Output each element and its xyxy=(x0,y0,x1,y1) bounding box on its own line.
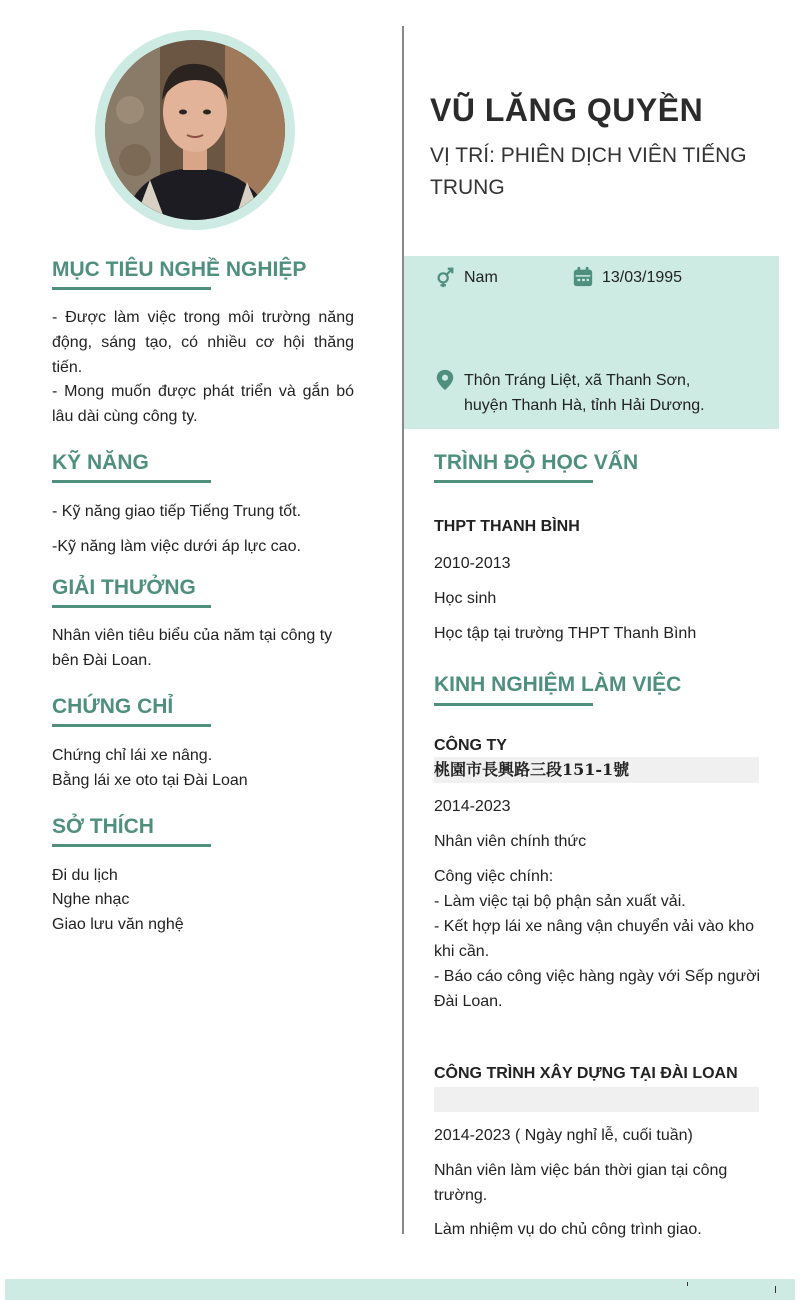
gender-value: Nam xyxy=(464,269,498,286)
birthday-value: 13/03/1995 xyxy=(602,269,683,286)
experience-underline xyxy=(434,703,593,706)
gender-icon xyxy=(434,266,456,288)
skills-title: KỸ NĂNG xyxy=(52,451,149,474)
job-desc-line: - Báo cáo công việc hàng ngày với Sếp người Đài Loan. xyxy=(434,968,761,1010)
hobby-item: Nghe nhạc xyxy=(52,891,130,908)
job-period: 2014-2023 ( Ngày nghỉ lễ, cuối tuần) xyxy=(434,1127,693,1144)
objective-title: MỤC TIÊU NGHỀ NGHIỆP xyxy=(52,258,307,281)
contact-info-box xyxy=(404,256,779,429)
certificate-item: Bằng lái xe oto tại Đài Loan xyxy=(52,772,248,789)
address-info xyxy=(434,368,705,418)
education-title: TRÌNH ĐỘ HỌC VẤN xyxy=(434,451,639,474)
column-divider xyxy=(402,26,404,1234)
job-company: CÔNG TY xyxy=(434,737,507,754)
job-company-address: 桃園市長興路三段151-1號 xyxy=(434,760,630,779)
address-text xyxy=(464,368,705,418)
hobby-item: Đi du lịch xyxy=(52,867,118,884)
hobby-item: Giao lưu văn nghệ xyxy=(52,916,184,933)
avatar-ring xyxy=(95,30,295,230)
certificate-item: Chứng chỉ lái xe nâng. xyxy=(52,747,213,764)
education-period: 2010-2013 xyxy=(434,555,511,572)
avatar xyxy=(105,40,285,220)
objective-underline xyxy=(52,287,211,290)
hobbies-underline xyxy=(52,844,211,847)
awards-underline xyxy=(52,605,211,608)
skill-item: -Kỹ năng làm việc dưới áp lực cao. xyxy=(52,538,301,555)
footer-mark xyxy=(775,1286,776,1293)
hobbies-title: SỞ THÍCH xyxy=(52,815,154,838)
job-description: Làm nhiệm vụ do chủ công trình giao. xyxy=(434,1221,702,1238)
education-role: Học sinh xyxy=(434,590,497,607)
job-company-highlight xyxy=(434,1087,759,1112)
address-line-2: huyện Thanh Hà, tỉnh Hải Dương. xyxy=(464,397,705,414)
location-pin-icon xyxy=(434,369,456,391)
gender-info xyxy=(434,265,498,290)
certificates-underline xyxy=(52,724,211,727)
objective-text-2: - Mong muốn được phát triển và gắn bó lâu dài cùng công ty. xyxy=(52,383,354,425)
skills-underline xyxy=(52,480,211,483)
job-description xyxy=(434,864,769,1014)
objective-text-1: - Được làm việc trong môi trường năng động, sáng tạo, có nhiều cơ hội thăng tiến. xyxy=(52,309,354,376)
job-company: CÔNG TRÌNH XÂY DỰNG TẠI ĐÀI LOAN xyxy=(434,1065,738,1082)
skill-item: - Kỹ năng giao tiếp Tiếng Trung tốt. xyxy=(52,503,302,520)
job-period: 2014-2023 xyxy=(434,798,511,815)
job-desc-line: - Làm việc tại bộ phận sản xuất vải. xyxy=(434,893,686,910)
job-role: Nhân viên làm việc bán thời gian tại công trường. xyxy=(434,1162,728,1204)
avatar-photo xyxy=(105,40,285,220)
candidate-position: VỊ TRÍ: PHIÊN DỊCH VIÊN TIẾNG TRUNG xyxy=(430,144,747,199)
job-role: Nhân viên chính thức xyxy=(434,833,587,850)
education-desc: Học tập tại trường THPT Thanh Bình xyxy=(434,625,697,642)
awards-title: GIẢI THƯỞNG xyxy=(52,576,196,599)
certificates-title: CHỨNG CHỈ xyxy=(52,695,174,718)
address-line-1: Thôn Tráng Liệt, xã Thanh Sơn, xyxy=(464,372,691,389)
education-school: THPT THANH BÌNH xyxy=(434,518,580,535)
awards-text: Nhân viên tiêu biểu của năm tại công ty bên Đài Loan. xyxy=(52,627,333,669)
job-desc-line: - Kết hợp lái xe nâng vận chuyển vải vào kho khi cần. xyxy=(434,918,755,960)
birthday-info xyxy=(572,265,682,290)
education-underline xyxy=(434,480,593,483)
footer-mark xyxy=(687,1282,688,1286)
experience-title: KINH NGHIỆM LÀM VIỆC xyxy=(434,673,682,696)
footer-band xyxy=(5,1279,795,1300)
candidate-name: VŨ LĂNG QUYỀN xyxy=(430,92,704,128)
calendar-icon xyxy=(572,266,594,288)
job-desc-line: Công việc chính: xyxy=(434,868,554,885)
